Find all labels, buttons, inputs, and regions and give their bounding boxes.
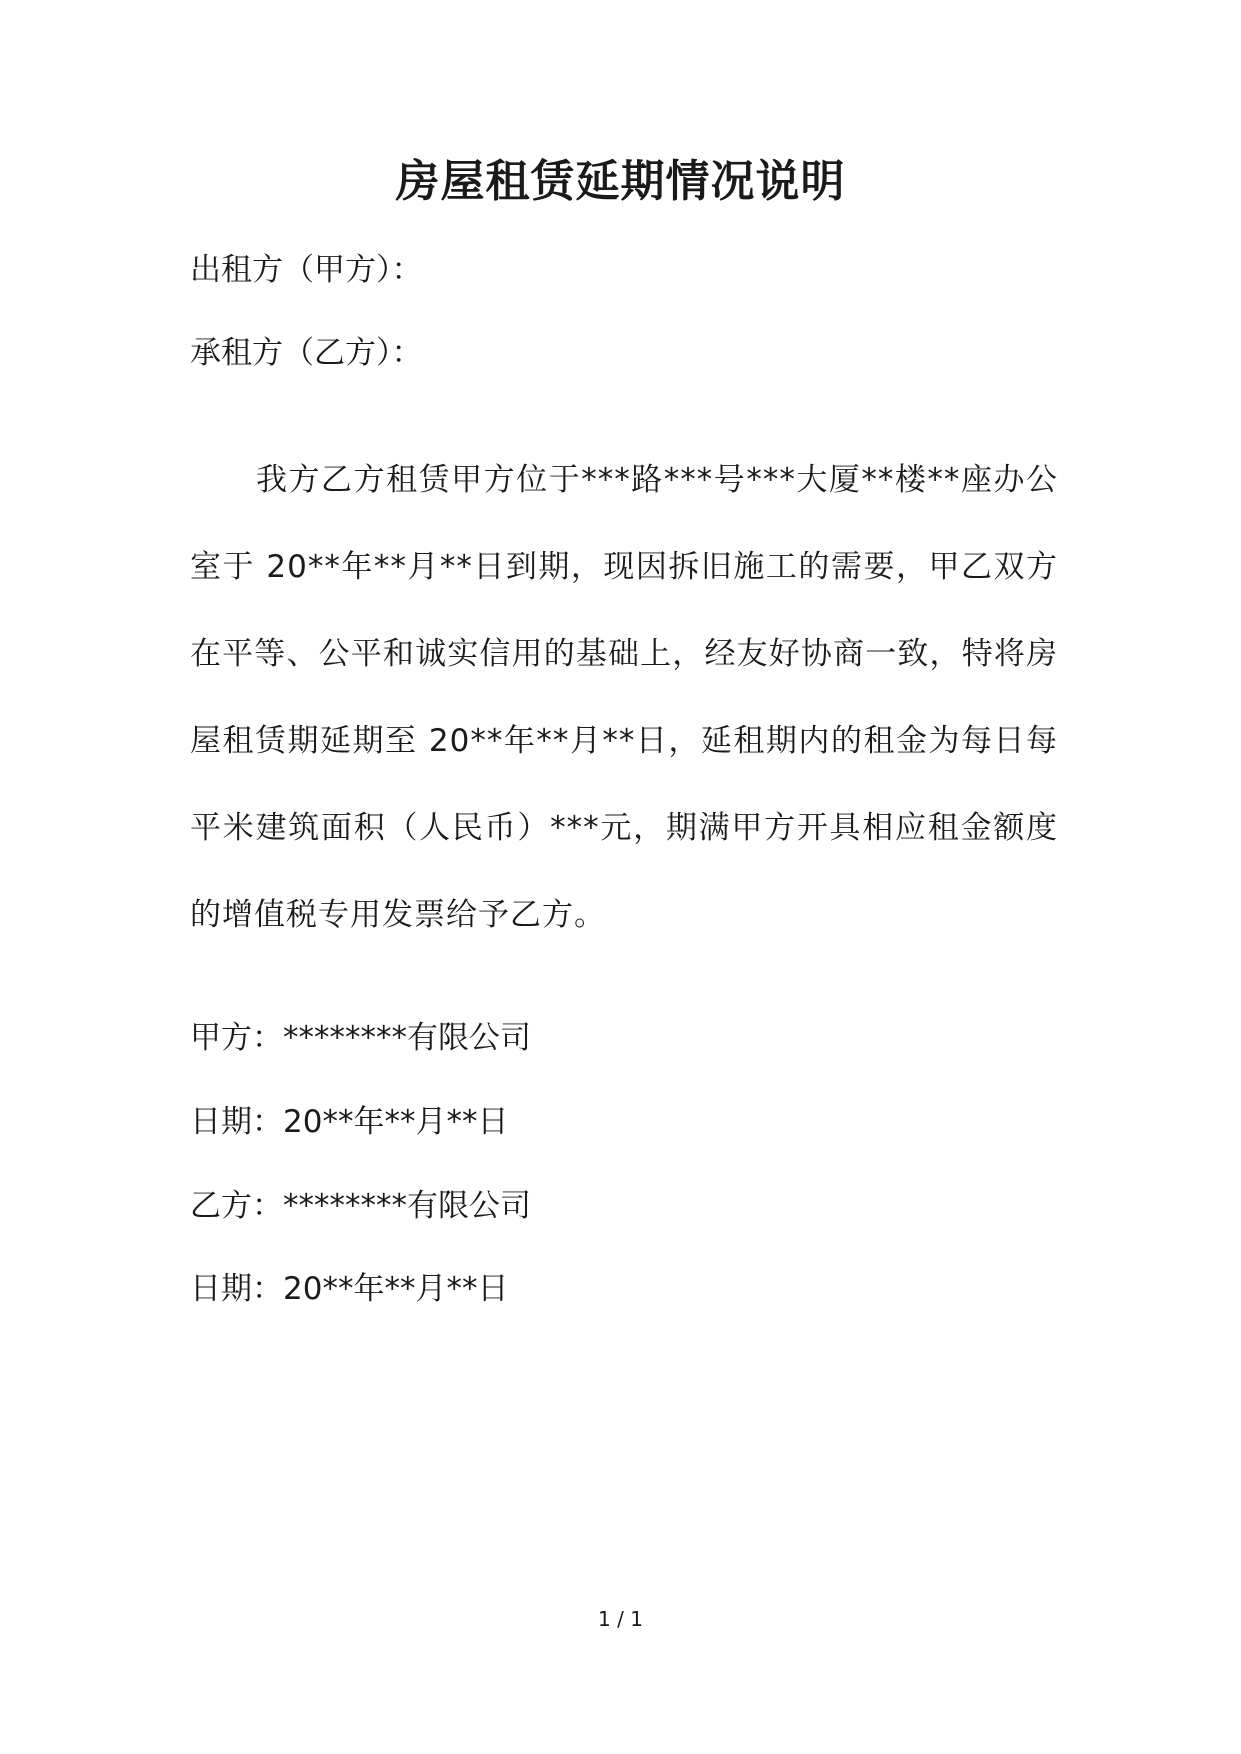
- document-title: 房屋租赁延期情况说明: [395, 156, 846, 207]
- lessee-label: 承租方（乙方）：: [190, 335, 423, 371]
- party-a-signature: 甲方：********有限公司: [190, 1020, 531, 1056]
- party-b-date: 日期：20**年**月**日: [190, 1271, 509, 1307]
- page-number: 1 / 1: [598, 1607, 643, 1631]
- party-b-signature: 乙方：********有限公司: [190, 1188, 531, 1224]
- party-a-date: 日期：20**年**月**日: [190, 1104, 509, 1140]
- lessor-label: 出租方（甲方）：: [190, 252, 423, 288]
- body-paragraph: 我方乙方租赁甲方位于***路***号***大厦**楼**座办公室于 20**年**月**日到期，现因拆旧施工的需要，甲乙双方在平等、公平和诚实信用的基础上，经友好协商一致，特将房屋租赁期延期至 20**年**月**日，延租期内的租金为每日每平米建筑面积（人民币）***元，期满甲方开具相应租金额度的增值税专用发票给予乙方。: [190, 462, 1058, 933]
